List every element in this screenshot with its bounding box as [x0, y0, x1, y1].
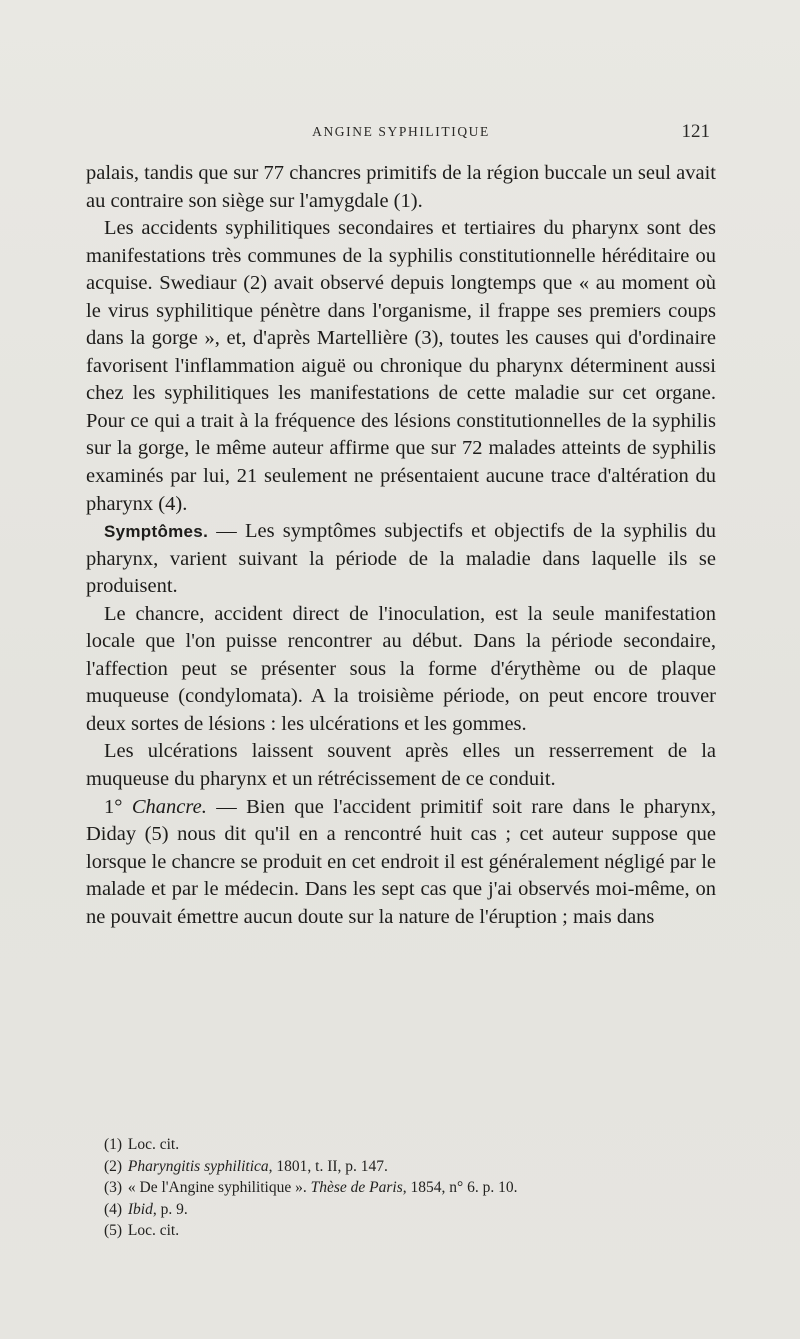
section-heading-symptomes: Symptômes. — [104, 522, 209, 542]
footnote-5 — [104, 1220, 704, 1242]
paragraph-text: Les accidents syphilitiques secondaires et tertiaires du pharynx sont des manifestations très communes de la syphilis constitutionnelle héréditaire ou acquise. Swediaur (2) avait observé depuis longtemps que « au moment où le virus syphilitique pénètre dans l'organisme, il frappe ses premiers coups dans la gorge », et, d'après Martellière (3), toutes les causes qui d'ordinaire favorisent l'inflammation aiguë ou chronique du pharynx déterminent aussi chez les syphilitiques les manifestations de cette maladie sur cet organe. Pour ce qui a trait à la fréquence des lésions constitutionnelles de la syphilis sur la gorge, le même auteur affirme que sur 72 malades atteints de syphilis examinés par lui, 21 seulement ne présentaient aucune trace d'altération du pharynx (4). — [86, 217, 716, 515]
footnote-number: (1) — [104, 1136, 123, 1153]
paragraph-text: — Bien que l'accident primitif soit rare dans le pharynx, Diday (5) nous dit qu'il en a rencontré huit cas ; cet auteur suppose que lorsque le chancre se produit en cet endroit il est généralement négligé par le malade et par le médecin. Dans les sept cas que j'ai observés moi-même, on ne pouvait émettre aucun doute sur la nature de l'éruption ; mais dans — [86, 795, 717, 928]
paragraph-continuation — [86, 160, 716, 215]
paragraph-accidents — [86, 215, 716, 518]
footnotes — [104, 1134, 704, 1242]
footnote-number: (3) — [104, 1179, 123, 1196]
paragraph-text: Le chancre, accident direct de l'inoculation, est la seule manifestation locale que l'on puisse rencontrer au début. Dans la période secondaire, l'affection peut se présenter sous la forme d'érythème ou de plaque muqueuse (condylomata). A la troisième période, on peut encore trouver deux sortes de lésions : les ulcérations et les gommes. — [86, 602, 716, 735]
paragraph-text: Les ulcérations laissent souvent après elles un resserrement de la muqueuse du pharynx et un rétrécissement de ce conduit. — [86, 740, 716, 791]
footnote-text: , 1854, n° 6. p. 10. — [402, 1179, 518, 1196]
footnote-number: (4) — [104, 1200, 123, 1218]
footnote-title: Pharyngitis syphilitica — [127, 1157, 269, 1175]
footnote-3 — [104, 1177, 704, 1199]
paragraph-symptomes — [86, 518, 716, 601]
paragraph-text: — Les symptômes subjectifs et objectifs de la syphilis du pharynx, varient suivant la période de la maladie dans laquelle ils se produisent. — [86, 520, 716, 598]
footnote-text: , 1801, t. II, p. 147. — [268, 1157, 388, 1175]
section-heading-chancre: Chancre. — [131, 795, 207, 818]
footnote-title: Ibid — [127, 1200, 153, 1218]
page-number: 121 — [681, 121, 710, 142]
section-number: 1° — [104, 795, 123, 818]
footnote-1 — [104, 1134, 704, 1156]
paragraph-chancre-intro — [86, 601, 716, 739]
footnote-text: Loc. cit. — [127, 1136, 180, 1153]
paragraph-chancre — [86, 794, 716, 932]
footnote-number: (5) — [104, 1222, 123, 1239]
footnote-2 — [104, 1156, 704, 1178]
footnote-text: Loc. cit. — [127, 1222, 180, 1239]
footnote-text: « De l'Angine syphilitique ». — [127, 1179, 311, 1196]
footnote-text: , p. 9. — [152, 1200, 188, 1218]
running-title: ANGINE SYPHILITIQUE — [312, 124, 490, 139]
paragraph-ulcerations — [86, 738, 716, 793]
footnote-title: Thèse de Paris — [310, 1179, 403, 1196]
footnote-4 — [104, 1199, 704, 1221]
body-text — [86, 160, 716, 931]
running-head — [86, 121, 716, 144]
paragraph-text: palais, tandis que sur 77 chancres primitifs de la région buccale un seul avait au contraire son siège sur l'amygdale (1). — [86, 162, 716, 212]
footnote-number: (2) — [104, 1157, 123, 1175]
